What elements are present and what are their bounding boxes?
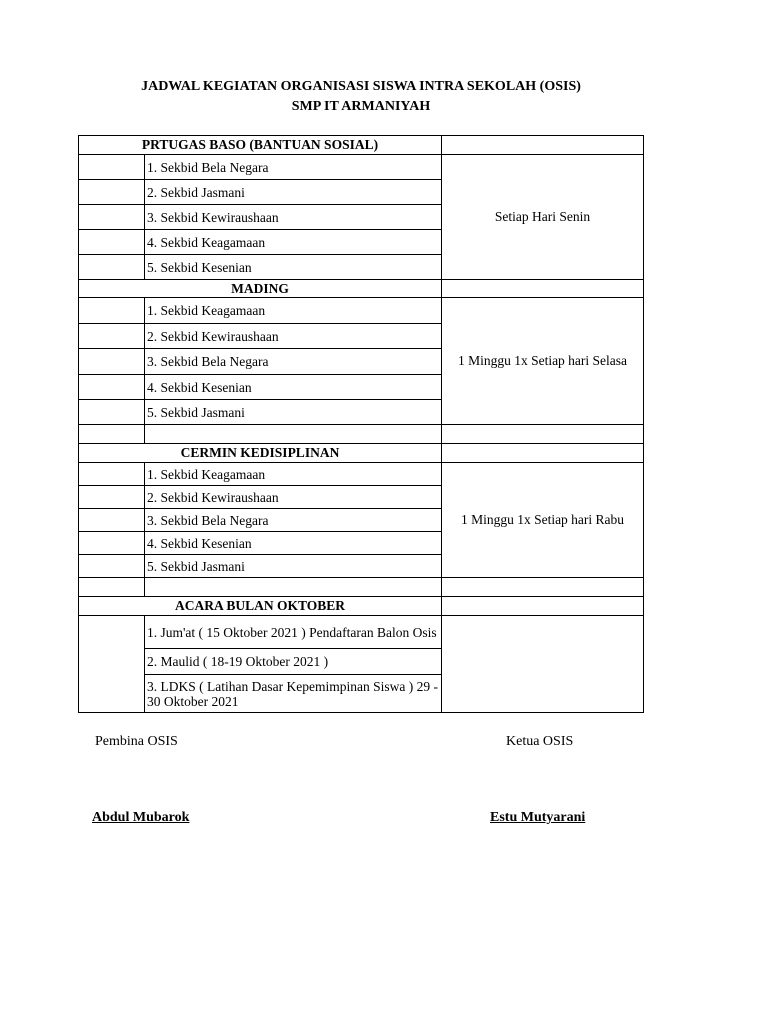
section-heading-mading: MADING [79,280,442,298]
schedule-table [78,135,644,713]
list-item: 2. Sekbid Jasmani [145,180,442,205]
schedule-cell: Setiap Hari Senin [442,155,644,280]
list-item: 2. Sekbid Kewiraushaan [145,324,442,349]
school-name: SMP IT ARMANIYAH [291,99,431,114]
section-header-row [79,597,644,616]
list-item: 1. Sekbid Keagamaan [145,298,442,324]
table-row [79,298,644,324]
section-header-row [79,280,644,298]
list-item: 5. Sekbid Jasmani [145,400,442,425]
list-item: 4. Sekbid Keagamaan [145,230,442,255]
section-header-row [79,444,644,463]
list-item: 1. Sekbid Bela Negara [145,155,442,180]
section-heading-baso: PRTUGAS BASO (BANTUAN SOSIAL) [79,136,442,155]
signature-name-right: Estu Mutyarani [490,810,586,825]
section-heading-acara: ACARA BULAN OKTOBER [79,597,442,616]
list-item: 2. Sekbid Kewiraushaan [145,486,442,509]
table-row [79,155,644,180]
list-item: 5. Sekbid Kesenian [145,255,442,280]
schedule-cell: 1 Minggu 1x Setiap hari Rabu [442,463,644,578]
spacer-row [79,425,644,444]
schedule-cell: 1 Minggu 1x Setiap hari Selasa [442,298,644,425]
list-item: 5. Sekbid Jasmani [145,555,442,578]
table-row [79,463,644,486]
list-item: 4. Sekbid Kesenian [145,375,442,400]
list-item: 1. Sekbid Keagamaan [145,463,442,486]
document-title: JADWAL KEGIATAN ORGANISASI SISWA INTRA SEKOLAH (OSIS) [141,79,581,94]
list-item: 3. Sekbid Bela Negara [145,349,442,375]
list-item: 3. Sekbid Kewiraushaan [145,205,442,230]
list-item: 3. LDKS ( Latihan Dasar Kepemimpinan Siswa ) 29 - 30 Oktober 2021 [145,675,442,713]
list-item: 1. Jum'at ( 15 Oktober 2021 ) Pendaftaran Balon Osis [145,616,442,649]
list-item: 2. Maulid ( 18-19 Oktober 2021 ) [145,649,442,675]
signature-role-left: Pembina OSIS [95,734,178,749]
section-heading-cermin: CERMIN KEDISIPLINAN [79,444,442,463]
signature-role-right: Ketua OSIS [506,734,574,749]
signature-name-left: Abdul Mubarok [92,810,190,825]
list-item: 3. Sekbid Bela Negara [145,509,442,532]
spacer-row [79,578,644,597]
table-row [79,616,644,649]
section-header-row [79,136,644,155]
list-item: 4. Sekbid Kesenian [145,532,442,555]
